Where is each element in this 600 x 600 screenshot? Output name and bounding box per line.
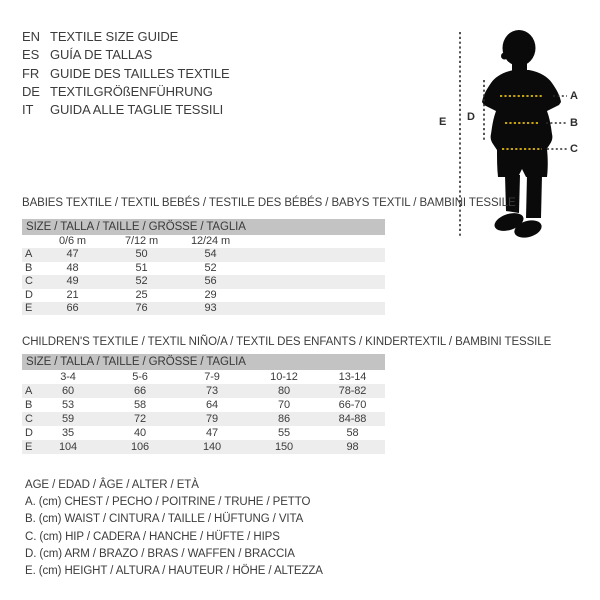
table-row bbox=[22, 398, 385, 412]
size-header-bar: SIZE / TALLA / TAILLE / GRÖSSE / TAGLIA bbox=[22, 219, 385, 235]
child-silhouette-figure bbox=[430, 25, 600, 245]
value-cell: 52 bbox=[135, 275, 148, 288]
value-cell: 49 bbox=[66, 275, 79, 288]
size-header-bar: SIZE / TALLA / TAILLE / GRÖSSE / TAGLIA bbox=[22, 354, 385, 370]
value-cell: 35 bbox=[61, 427, 75, 439]
value-cell: 98 bbox=[346, 441, 359, 453]
language-label: GUÍA DE TALLAS bbox=[50, 47, 153, 63]
value-cell: 84-88 bbox=[338, 413, 367, 425]
value-cell: 21 bbox=[66, 288, 79, 301]
value-cell: 56 bbox=[204, 275, 217, 288]
measurement-legend bbox=[25, 477, 323, 580]
row-label-cell: A bbox=[25, 248, 33, 261]
language-list bbox=[22, 28, 230, 119]
value-cell: 76 bbox=[135, 301, 148, 314]
value-cell: 66 bbox=[133, 385, 147, 397]
legend-item: B. (cm) WAIST / CINTURA / TAILLE / HÜFTUNG / VITA bbox=[25, 513, 304, 526]
value-cell: 73 bbox=[205, 385, 219, 397]
value-cell: 29 bbox=[204, 288, 217, 301]
legend-item: C. (cm) HIP / CADERA / HANCHE / HÜFTE / HIPS bbox=[25, 530, 280, 543]
measure-label-b: B bbox=[570, 117, 578, 129]
value-cell: 47 bbox=[205, 427, 219, 439]
children-section-title: CHILDREN'S TEXTILE / TEXTIL NIÑO/A / TEXTIL DES ENFANTS / KINDERTEXTIL / BAMBINI TESSILE bbox=[22, 336, 552, 348]
value-cell: 52 bbox=[204, 261, 217, 274]
measure-label-a: A bbox=[570, 90, 578, 102]
column-header: 10-12 bbox=[270, 371, 298, 383]
value-cell: 50 bbox=[135, 248, 148, 261]
row-label-cell: D bbox=[25, 288, 33, 301]
value-cell: 70 bbox=[277, 399, 291, 411]
value-cell: 79 bbox=[205, 413, 219, 425]
value-cell: 86 bbox=[277, 413, 291, 425]
language-code: IT bbox=[22, 102, 34, 118]
children-size-table bbox=[22, 354, 385, 454]
language-row bbox=[22, 28, 230, 46]
measure-label-e: E bbox=[439, 116, 447, 128]
value-cell: 64 bbox=[205, 399, 219, 411]
legend-age-line: AGE / EDAD / ÂGE / ALTER / ETÀ bbox=[25, 479, 199, 491]
value-cell: 72 bbox=[133, 413, 147, 425]
column-header-row bbox=[22, 235, 385, 248]
row-label-cell: C bbox=[25, 275, 33, 288]
table-row bbox=[22, 440, 385, 454]
value-cell: 51 bbox=[135, 261, 148, 274]
value-cell: 48 bbox=[66, 261, 79, 274]
language-label: TEXTILGRÖßENFÜHRUNG bbox=[50, 83, 213, 99]
language-row bbox=[22, 46, 230, 64]
value-cell: 55 bbox=[277, 427, 291, 439]
value-cell: 58 bbox=[133, 399, 147, 411]
row-label-cell: B bbox=[25, 261, 33, 274]
value-cell: 93 bbox=[204, 301, 217, 314]
value-cell: 54 bbox=[204, 248, 217, 261]
language-code: ES bbox=[22, 47, 40, 63]
table-row bbox=[22, 412, 385, 426]
language-label: GUIDE DES TAILLES TEXTILE bbox=[50, 65, 230, 81]
row-label-cell: E bbox=[25, 301, 33, 314]
child-silhouette bbox=[430, 25, 600, 245]
measure-label-c: C bbox=[570, 143, 578, 155]
value-cell: 80 bbox=[277, 385, 291, 397]
row-label-cell: B bbox=[25, 399, 33, 411]
language-code: EN bbox=[22, 29, 40, 44]
babies-section-title: BABIES TEXTILE / TEXTIL BEBÉS / TESTILE DES BÉBÉS / BABYS TEXTIL / BAMBINI TESSILE bbox=[22, 197, 516, 209]
row-label-cell: C bbox=[25, 413, 33, 425]
language-code: FR bbox=[22, 65, 40, 81]
row-label-cell: E bbox=[25, 441, 33, 453]
language-label: TEXTILE SIZE GUIDE bbox=[50, 29, 179, 44]
value-cell: 58 bbox=[346, 427, 359, 439]
value-cell: 150 bbox=[274, 441, 294, 453]
value-cell: 59 bbox=[61, 413, 75, 425]
table-row bbox=[22, 384, 385, 398]
column-header: 3-4 bbox=[60, 371, 76, 383]
babies-size-table bbox=[22, 219, 385, 315]
value-cell: 60 bbox=[61, 385, 75, 397]
column-header: 13-14 bbox=[338, 371, 367, 383]
column-header: 7/12 m bbox=[124, 235, 159, 247]
language-row bbox=[22, 83, 230, 101]
column-header: 12/24 m bbox=[190, 235, 231, 247]
table-row bbox=[22, 426, 385, 440]
value-cell: 53 bbox=[61, 399, 75, 411]
value-cell: 66 bbox=[66, 301, 79, 314]
row-label-cell: A bbox=[25, 385, 33, 397]
row-label-cell: D bbox=[25, 427, 33, 439]
value-cell: 106 bbox=[130, 441, 150, 453]
measure-label-d: D bbox=[467, 111, 475, 123]
value-cell: 25 bbox=[135, 288, 148, 301]
table-row bbox=[22, 262, 385, 275]
table-row bbox=[22, 302, 385, 315]
value-cell: 140 bbox=[202, 441, 222, 453]
legend-item: E. (cm) HEIGHT / ALTURA / HAUTEUR / HÖHE / ALTEZZA bbox=[25, 565, 323, 578]
legend-item: A. (cm) CHEST / PECHO / POITRINE / TRUHE / PETTO bbox=[25, 496, 311, 509]
language-code: DE bbox=[22, 83, 40, 99]
table-row bbox=[22, 289, 385, 302]
value-cell: 47 bbox=[66, 248, 79, 261]
value-cell: 40 bbox=[133, 427, 147, 439]
column-header: 0/6 m bbox=[58, 235, 86, 247]
language-row bbox=[22, 101, 230, 119]
column-header: 7-9 bbox=[204, 371, 220, 383]
language-row bbox=[22, 65, 230, 83]
language-label: GUIDA ALLE TAGLIE TESSILI bbox=[50, 102, 224, 118]
value-cell: 78-82 bbox=[338, 385, 367, 397]
value-cell: 66-70 bbox=[338, 399, 367, 411]
value-cell: 104 bbox=[58, 441, 78, 453]
table-row bbox=[22, 248, 385, 261]
table-row bbox=[22, 275, 385, 288]
column-header-row bbox=[22, 370, 385, 384]
column-header: 5-6 bbox=[132, 371, 148, 383]
legend-item: D. (cm) ARM / BRAZO / BRAS / WAFFEN / BRACCIA bbox=[25, 547, 295, 560]
